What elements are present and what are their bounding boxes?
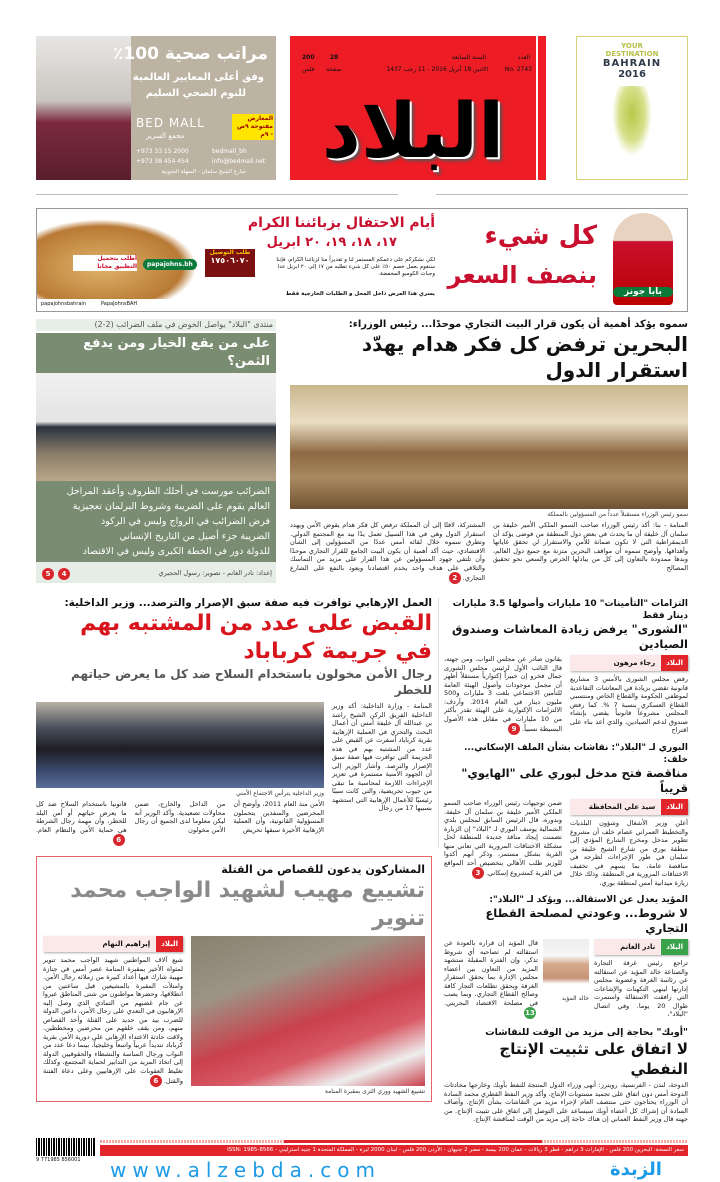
moayyed-story [444,894,688,1019]
bedmall-ad[interactable] [36,36,276,180]
papajohns-dates: ١٧، ١٨، ١٩، ٢٠ ابريل [266,235,397,250]
forum-footer [36,562,276,583]
funeral-body: شيع آلاف المواطنين شهيد الواجب محمد تنوير لمثواه الأخير بمقبرة المنامة عصر أمس في جنازة مهيبة شارك فيها أعداد كبيرة من زملائه رجال الأمن. وامتلأت المقبرة بالمشيعين قبل ساعتين من انطلاقها، وحضرها مواطنون من شتى المناطق عبروا عن جام غضبهم من التمادي الذي وصل إليه الإرهابيون في التعدي على رجال الأمن، داعين الدولة للضرب بيد من حديد على القتلة وأخذ القصاص منهم، ومن يقف خلفهم من محرضين ومخططين. ولاقت حادثة الاعتداء الإرهابي على دورية الأمن بقرية كرباباد تنديداً عربياً واسعاً وخليجياً، بينما دعا عدد من النواب ورجال الساسة والنشطاء والحقوقيين الدولة إلى اتخاذ المزيد من التدابير لحماية المجتمع، وكذلك تغليظ العقوبات على الإرهابيين وعلى دعاة الفتنة والقتل. [43,956,183,1085]
forum-bullet: فرض الضرائب في الرواج وليس في الركود [101,516,270,527]
bouri-right [570,799,688,887]
shura-col-left: بقانون صادر عن مجلس النواب. ومن جهته، قال النائب الأول لرئيس مجلس الشورى جمال فخرو إن خبيراً إكتوارياً مستقلاً أظهر أن مجمل موجودات وأصول الهيئة العامة للتأمين الاجتماعي بلغت 3 مليارات و500 مليون دينار في العام 2014. وأردف: الالتزامات الإكتوارية على الهيئة تقدر بأكثر من 10 مليارات في مقابل هذه الأصول البسيطة نسبياً. [444,655,562,733]
funeral-byline [43,936,183,952]
forum-bullet: الضرائب مورست في أحلك الظروف وأعقد المراحل [66,486,270,497]
moayyed-right [594,939,688,1019]
moayyed-photo-caption: خالد المؤيد [561,995,589,1002]
shura-columns [444,655,688,735]
bahrain-2016-ad[interactable] [576,36,688,180]
bouri-columns [444,799,688,887]
page-ref[interactable]: 6 [113,834,125,846]
bahrain-map-calligraphy [612,86,652,156]
shura-right [570,655,688,735]
social-twitter[interactable]: PapaJohnsBAH [101,301,138,307]
opec-body: الدوحة، لندن - الفرنسية، رويترز: أنهى وزراء الدول المنتجة للنفط بأوبك وخارجها محادثات الدوحة أمس دون اتفاق على تجميد مستويات الإنتاج، وأكد وزير النفط القطري محمد السادة أن الوزراء يحتاجون حتى منتصف العام لإجراء مزيد من النقاشات بشأن الإنتاج. وأضاف السادة أن إشراك كل أعضاء أوبك سيساعد على التوصل إلى اتفاق على تثبيت الإنتاج. من جهته قال وزير النفط العماني إن هناك حاجة إلى مزيد من الوقت لمناقشة الإنتاج. [444,1081,688,1123]
shura-col-left-wrap [444,655,562,735]
lead-col2: المشتركة، لافتًا إلى أن المملكة ترفض كل فكر هدام يقوض الأمن ويهدد استقرار الدول وهي في هذا السبيل تعمل يدًا بيد مع المجتمع الدولي. وتطرق سموه خلال لقائه أمس عددًا من المسؤولين إلى الشأن الاقتصادي، حيث أكد أهمية أن يكون البيت الجامع للقرار التجاري موحدًا وأن تلتقي جهود المسؤولين عن هذا القرار على مزيد من التماسك والتلاقي على هدف واحد يخدم اقتصادنا ويعود بالنفع على الشارع التجاري. [290,521,485,582]
app-download[interactable]: أطلب بتحميل التطبيق مجانا [73,255,137,271]
bouri-col-left: ضمن توجيهات رئيس الوزراء صاحب السمو الملكي الأمير خليفة بن سلمان آل خليفة. وبدوره، قال الرئيس السابق لمجلس بلدي الشمالية يوسف البوري لـ "البلاد" إن الزيارة تضمنت إيجاد منافذ جديدة للمنطقة لحل مشكلة الاختناقات المرورية التي تعاني منها القرية بشكل مستمر، وذكر أنهم أكدوا للوزير طلب الأهالي بتخصيص أحد المواقع في القرية كمشروع إسكاني. [444,799,562,877]
forum-kicker: منتدى "البلاد" يواصل الخوض في ملف الضرائب (2-2) [36,319,276,331]
right-lower-column [444,598,688,1131]
papajohns-website[interactable]: papajohns.bh [143,259,197,270]
page-count: 28 [330,54,339,61]
lead-photo [290,385,688,509]
footer-red-rule [284,1140,542,1143]
karbabad-subhead: رجال الأمن مخولون باستخدام السلاح ضد كل ما يعرض حياتهم للخطر [71,667,432,697]
forum-photo [36,373,276,481]
funeral-headline: تشييع مهيب لشهيد الواجب محمد تنوير [70,878,425,931]
page-ref[interactable]: 2 [449,572,461,584]
bedmall-email: info@bedmall.net [212,158,266,165]
moayyed-photo [543,939,589,995]
bedmall-title: مراتب صحية 100٪ [113,44,268,64]
year-label: السنة السابعة [451,54,486,61]
page-ref[interactable]: 4 [58,568,70,580]
barcode [36,1138,96,1156]
papajohns-body: لكي نشكركم على دعمكم المستمر لنا و تقديراً منا لزبائننا الكرام، فإننا سنقوم بعمل خصم ٥٠٪ على كل شيء تطلبه من ١٧ إلى ٢٠ ابريل عدا وجبات الكومبو المخفضة. [276,257,435,277]
bedmall-phone1: +973 33 15 2000 [136,148,189,155]
forum-bullet: للدولة دور في الخطة الكبرى وليس في الاقتصاد [82,546,270,557]
page-ref[interactable]: 5 [42,568,54,580]
divider [36,194,398,195]
forum-page-refs [40,563,72,582]
karbabad-photo [36,702,324,788]
funeral-caption: تشييع الشهيد ووري الثرى بمقبرة المنامة [324,1088,425,1095]
karbabad-col3-wrap [36,800,127,846]
shura-kicker: التزامات "التأمينات" 10 مليارات وأصولها 3.5 مليارات دينار فقط [452,599,688,621]
column-divider [438,598,439,848]
lead-kicker: سموه يؤكد أهمية أن يكون قرار البيت التجاري موحدًا... رئيس الوزراء: [348,319,688,330]
funeral-box [36,856,432,1102]
byline-name: رجاء مرهون [613,659,656,667]
opec-headline: لا اتفاق على تثبيت الإنتاج النفطي [499,1040,688,1078]
bedmall-address: شارع الشيخ سلمان - السهلة الجنوبية [161,169,246,175]
moayyed-byline [594,939,688,955]
page-count-label: صفحة [326,66,342,73]
forum-credit: إعداد: نادر الغانم - تصوير: رسول الحجيري [158,568,272,577]
forum-bullet: الضريبة جزء أصيل من التاريخ الإنساني [119,531,270,542]
moayyed-col-left-wrap [444,939,538,1019]
forum-headline: على من يقع الخيار ومن يدفع الثمن؟ [83,336,270,369]
bouri-byline [570,799,688,815]
delivery-number: ١٧٥٠٦٠٧٠ [210,256,250,265]
papajohns-slogan2: بنصف السعر [447,261,597,289]
papajohns-ad[interactable] [36,208,688,312]
watermark-logo: الزبدة [610,1159,662,1180]
karbabad-headline: القبض على عدد من المشتبه بهم في جريمة كرباباد [80,611,432,664]
issue-label: العدد [517,54,530,61]
page-ref[interactable]: 9 [508,723,520,735]
delivery-label: طلب التوصيل [209,249,251,256]
lead-columns [290,521,688,584]
bahrain-ad-line1: YOUR [621,42,643,50]
bedmall-line2: للنوم الصحي السليم [145,88,246,99]
byline-name: إبراهيم النهام [102,940,151,948]
papajohns-title: أيام الاحتفال بزبائننا الكرام [247,215,435,231]
delivery-box[interactable] [205,249,255,277]
page-ref[interactable]: 13 [525,1009,535,1017]
forum-box [36,333,276,583]
papajohns-brand-logo: بابا جونز [613,287,673,297]
barcode-number: 9 771985 856001 [36,1157,81,1163]
page-ref[interactable]: 3 [472,867,484,879]
lead-headline: البحرين ترفض كل فكر هدام يهدّد استقرار الدول [361,332,688,382]
social-facebook[interactable]: papajohnsbahrain [41,301,86,307]
bouri-headline: مناقصة فتح مدخل لبوري على "الهايوي" قريباً [461,766,688,795]
moayyed-columns [444,939,688,1019]
divider [436,194,688,195]
issue-date: الاثنين 18 أبريل 2016 - 11 رجب 1437 [386,66,488,73]
moayyed-headline: لا شروط... وعودتي لمصلحة القطاع التجاري [485,906,688,935]
moayyed-photo-wrap [543,939,589,1003]
funeral-body-wrap [43,956,183,1087]
bouri-kicker: البوري لـ "البلاد": نقاشات بشأن الملف الإسكاني... خلف: [463,743,688,765]
karbabad-kicker: العمل الإرهابي توافرت فيه صفة سبق الإصرار والترصد... وزير الداخلية: [64,597,432,609]
papajohns-slogan1: كل شيء [484,221,597,251]
karbabad-caption: وزير الداخلية يترأس الاجتماع الأمني [236,790,324,797]
forum-bullet: العالم يقوم على الضريبة وشروط البرلمان تعجيزية [72,501,270,512]
shura-byline [570,655,688,671]
papajohns-note: يسري هذا العرض داخل المحل و الطلبات الخارجية فقط [285,291,435,297]
bedmall-line1: وفق أعلى المعايير العالمية [132,72,264,83]
byline-tag: البلاد [661,799,688,815]
karbabad-main [36,702,324,846]
footer-prices: سعر النسخة: البحرين 200 فلس - الإمارات 3 دراهم - قطر 3 ريالات - عمان 200 بيسة - مصر 2 جنيهان - الأردن 200 فلس - لبنان 2000 ليرة - المملكة المتحدة 1 جنيه استرليني - ISSN: 1985-8566 [227,1147,684,1153]
bouri-story [444,742,688,887]
moayyed-kicker: المؤيد يعدل عن الاستقالة... ويؤكد لـ "البلاد": [489,895,688,905]
byline-tag: البلاد [661,655,688,671]
masthead [290,36,536,180]
forum-bullets [36,481,276,562]
byline-name: سيد علي المحافظة [588,803,656,811]
karbabad-columns [36,800,324,846]
bouri-col-right: أعلن وزير الأشغال وشؤون البلديات والتخطيط العمراني عصام خلف أن مشروع تطوير مدخل ومخرج الشارع المؤدي إلى منطقة بوري من شارع الشيخ خليفة بن سلمان في طور الإجراءات لطرحه في مناقصة عامة، بما يسهم في تخفيف الاختناقات المرورية في المنطقة. وذلك خلال زيارة ميدانية أمس لمنطقة بوري، [570,819,688,887]
shura-headline: "الشورى" يرفض زيادة المعاشات وصندوق الصيادين [452,622,688,651]
watermark-url: www.alzebda.com [110,1158,381,1182]
lead-caption: سمو رئيس الوزراء مستقبلاً عدداً من المسؤولين بالمملكة [547,511,688,518]
funeral-text-column [43,936,183,1087]
byline-tag: البلاد [661,939,688,955]
bedmall-instagram: bedmall_bh [212,148,247,155]
footer-band [100,1145,688,1156]
lead-col1: المنامة - بنا: أكد رئيس الوزراء صاحب السمو الملكي الأمير خليفة بن سلمان آل خليفة أن ما يحدث في بعض دول المنطقة من فوضى يؤكد أن الديمقراطية التي لا تكون ضمانة للأمن والاستقرار لن تحقق غاياتها وأهدافها. وأوضح سموه أن مواقف البحرين متزنة مع جميع دول العالم، وبدها ممدودة بالتعاون إلى كل من يبادلها الحرص والسعي نحو تحقيق المصالح [493,521,688,572]
byline-tag: البلاد [156,936,183,952]
bedmall-phone2: +973 38 454 454 [136,158,189,165]
karbabad-col2: من الداخل والخارج، ضمن محاولات تصعيدية. وأكد الوزير أنه ليكن معلوما لدى الجميع أن رجال الأمن مخولون [134,800,226,834]
left-lower-column [36,596,432,1102]
moayyed-col-left: قال المؤيد إن قراره بالعودة عن استقالته لم تصاحبه أي شروط تذكر، وإن الفترة المقبلة ستشهد المزيد من التعاون بين أعضاء مجلس الإدارة بما يحقق استقرار الغرفة ويحقق تطلعات التجار كافة وصالح القطاع التجاري، وبما يصب في مصلحة الاقتصاد البحريني. [444,939,538,1007]
page-ref[interactable]: 6 [150,1075,162,1087]
bedmall-brand-ar: مجمع السرير [146,132,185,140]
karbabad-col3: قانونيا باستخدام السلاح ضد كل ما يعرض حياتهم أو أمن البلد للخطر، وأن مهمة رجال الشرطة هي حماية الأمن والنظام العام. [35,800,127,834]
bedmall-brand: BED MALL [136,116,205,130]
bahrain-ad-line2: DESTINATION [605,50,659,58]
bahrain-ad-line4: 2016 [618,69,646,80]
funeral-kicker: المشاركون يدعون للقصاص من القتلة [221,863,425,876]
bahrain-ad-line3: BAHRAIN [602,58,662,69]
funeral-photo-column [191,936,425,1096]
shura-col-right: رفض مجلس الشورى بالأمس 3 مشاريع قانونية تقضي بزيادة في المعاشات التقاعدية لموظفي الحكومة والقطاع الخاص ومنتسبي القطاع العسكري بنسبة 7 %. كما رفض المجلس مشروعاً قانونياً يقضي بإنشاء صندوق لدعم الصيادين، والذي أعد بناء على اقتراح [570,675,688,734]
funeral-body-row [43,936,425,1096]
opec-story [444,1026,688,1124]
funeral-photo [191,936,425,1086]
moayyed-col-right: تراجع رئيس غرفة التجارة والصناعة خالد المؤيد عن استقالته عن رئاسة الغرفة وعضوية مجلس إدارتها لينهي التكهنات والإشاعات التي رافقت الاستقالة واستمرت طوال 20 يوما. وفي اتصال "البلاد"، [594,959,688,1018]
karbabad-body [36,702,432,846]
lead-story [290,318,688,584]
masthead-logo: البلاد [321,86,505,175]
opec-kicker: "أوبك" بحاجة إلى مزيد من الوقت للنقاشات [485,1027,688,1038]
bedmall-hours: المعارض مفتوحة ٩ص - ٩م [232,114,274,140]
masthead-strip [538,36,546,180]
byline-name: نادر الغانم [620,943,656,951]
karbabad-side: المنامة - وزارة الداخلية: أكد وزير الداخلية الفريق الركن الشيخ راشد بن عبدالله آل خليفة أمس أن أعمال البحث والتحري في العملية الإرهابية بقرية كرباباد أسفرت عن القبض على عدد من المشتبه بهم في هذه الجريمة التي توافرت فيها صفة سبق الإصرار والترصد. وأشار الوزير إلى أن الجهود الأمنية مستمرة في تعزيز الإجراءات اللازمة لمحاسبة ما تبقى من جيوب تحريضية، والتي كانت سببًا رئيسيًا للأعمال الإرهابية التي استشهد بسببها 17 من رجال [332,702,432,812]
lead-col2-wrap [290,521,485,584]
bouri-col-left-wrap [444,799,562,879]
karbabad-col1: الأمن منذ العام 2011، وأوضح أن المحرضين والمنفذين يتحملون المسؤولية القانونية، وأن العملية الإرهابية الأخيرة سبقها تحريض [233,800,324,834]
price-label: فلس [302,66,315,73]
issue-number: No. 2743 [504,66,532,73]
shura-story [444,598,688,735]
price: 200 [302,54,315,61]
